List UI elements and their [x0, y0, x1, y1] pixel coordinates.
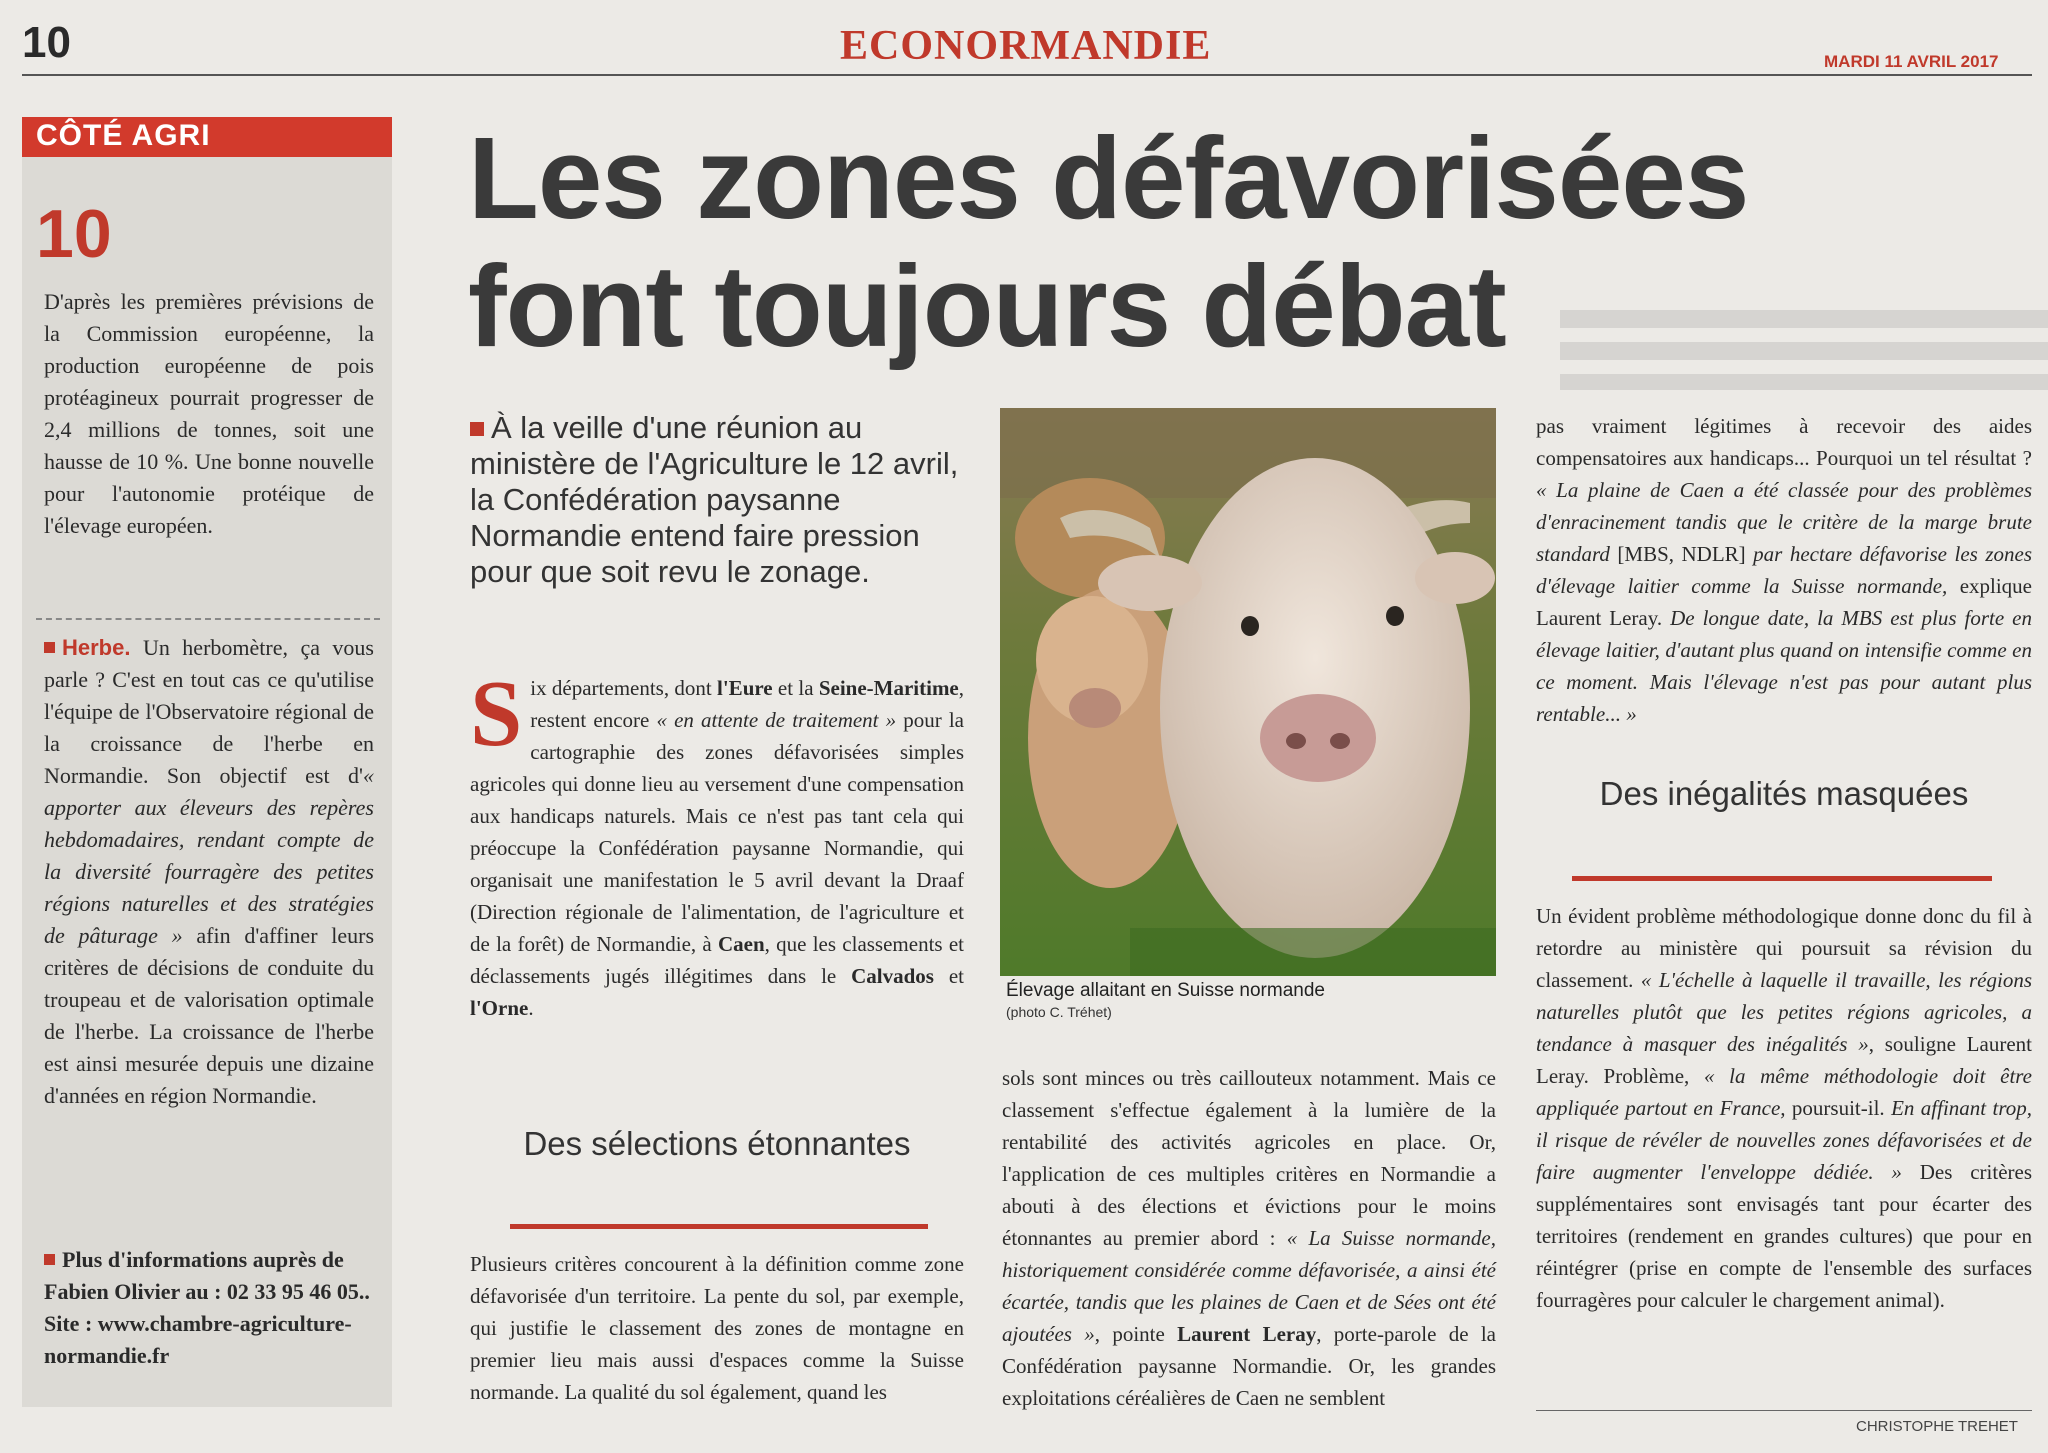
article-lead: [470, 410, 970, 590]
editor-note: [MBS, NDLR]: [1617, 542, 1746, 566]
section-title: ECONORMANDIE: [840, 23, 1212, 69]
bullet-square-icon: [44, 1254, 55, 1265]
text-run: sols sont minces ou très caillouteux notamment. Mais ce classement s'effectue également à la lumière de la rentabilité des activités agricoles en place. Or, l'application de ces multiples critères en Normandie a abouti à des élections et évictions pour le moins étonnantes au premier abord :: [1002, 1066, 1496, 1250]
page-number: 10: [22, 18, 71, 67]
issue-date: MARDI 11 AVRIL 2017: [1824, 52, 1999, 71]
quote-run: « La plaine de Caen a été classée pour des problèmes d'enracinement tandis que le critère de la marge brute standard: [1536, 478, 2032, 566]
article-paragraph-1: [470, 662, 965, 1024]
lead-text: À la veille d'une réunion au ministère de l'Agriculture le 12 avril, la Confédération paysanne Normandie entend faire pression pour que soit revu le zonage.: [470, 410, 959, 589]
site-line: Site : www.chambre-agriculture-normandie.fr: [44, 1311, 352, 1368]
quote-run: « en attente de traitement »: [656, 708, 897, 732]
person-name: Laurent Leray: [1177, 1322, 1317, 1346]
text-run: , porte-parole de la Confédération paysanne Normandie. Or, les grandes exploitations céréalières de Caen ne semblent: [1002, 1322, 1496, 1410]
subhead-rule: [1572, 876, 1992, 881]
header-rule: [22, 74, 2032, 76]
place-eure: l'Eure: [717, 676, 773, 700]
herbe-text-a: Un herbomètre, ça vous parle ? C'est en tout cas ce qu'utilise l'équipe de l'Observatoire régional de la croissance de l'herbe en Normandie. Son objectif est d': [44, 635, 374, 788]
text-run: , pointe: [1094, 1322, 1178, 1346]
sidebar-divider: [36, 618, 380, 620]
photo-caption: Élevage allaitant en Suisse normande: [1006, 980, 1325, 1001]
place-calvados: Calvados: [851, 964, 934, 988]
bullet-square-icon: [44, 642, 55, 653]
text-run: explique Laurent Leray.: [1536, 574, 2032, 630]
article-paragraph-2: Plusieurs critères concourent à la définition comme zone défavorisée d'un territoire. La pente du sol, par exemple, qui justifie le classement des zones de montagne en premier lieu mais aussi d'espaces comme la Suisse normande. La qualité du sol également, quand les: [470, 1252, 964, 1404]
photo-credit: (photo C. Tréhet): [1006, 1004, 1112, 1020]
subhead-inegalites: Des inégalités masquées: [1599, 775, 1969, 812]
text-run: ix départements, dont: [530, 676, 718, 700]
headline-line-1: Les zones défavorisées: [468, 113, 1749, 243]
quote-run: « La Suisse normande, historiquement considérée comme défavorisée, a ainsi été écartée, tandis que les plaines de Caen et de Sées ont été ajoutées »: [1002, 1226, 1496, 1346]
bullet-square-icon: [470, 422, 484, 436]
quote-run: par hectare défavorise les zones d'élevage laitier comme la Suisse normande,: [1536, 542, 2032, 598]
text-run: , souligne Laurent Leray. Problème,: [1536, 1032, 2032, 1088]
herbe-text-b: afin d'affiner leurs critères de décisions de conduite du troupeau et de valorisation optimale de l'herbe. La croissance de l'herbe est ainsi mesurée depuis une dizaine d'années en région Normandie.: [44, 923, 375, 1108]
text-run: Des critères supplémentaires sont envisagés tant pour écarter des territoires (rendement en grandes cultures) que pour en réintégrer (prise en compte de l'ensemble des surfaces fourragères pour calculer le chargement animal).: [1536, 1160, 2033, 1312]
text-run: pas vraiment légitimes à recevoir des aides compensatoires aux handicaps... Pourquoi un tel résultat ?: [1536, 414, 2032, 470]
article-headline: [468, 114, 1928, 370]
herbe-label: Herbe.: [62, 635, 131, 660]
subhead-rule: [510, 1224, 928, 1229]
text-run: .: [528, 996, 534, 1020]
text-run: pour la cartographie des zones défavorisées simples agricoles qui donne lieu au versement d'une compensation aux handicaps naturels. Mais ce n'est pas tant cela qui préoccupe la Confédération paysanne Normandie, qui organisait une manifestation le 5 avril devant la Draaf (Direction régionale de l'alimentation, de l'agriculture et de la forêt) de Normandie, à: [470, 708, 964, 956]
sidebar-contact: [44, 1244, 384, 1372]
quote-run: En affinant trop, il risque de révéler de nouvelles zones défavorisées et de faire augmenter l'enveloppe dédiée. »: [1536, 1096, 2032, 1184]
quote-run: « la même méthodologie doit être appliquée partout en France,: [1536, 1064, 2033, 1120]
place-orne: l'Orne: [470, 996, 529, 1020]
article-paragraph-3: [1002, 1062, 1496, 1414]
place-seine-maritime: Seine-Maritime: [818, 676, 959, 700]
article-paragraph-5: [1536, 900, 2032, 1316]
text-run: , restent encore: [530, 676, 965, 732]
sidebar-paragraph-pois: D'après les premières prévisions de la Commission européenne, la production européenne de pois protéagineux pourrait progresser de 2,4 millions de tonnes, soit une hausse de 10 %. Une bonne nouvelle pour l'autonomie protéique de l'élevage européen.: [44, 289, 374, 538]
footer-rule: [1536, 1410, 2032, 1411]
text-run: , que les classements et déclassements jugés illégitimes dans le: [470, 932, 964, 988]
place-caen: Caen: [717, 932, 765, 956]
drop-cap: S: [470, 662, 523, 766]
author-byline: CHRISTOPHE TREHET: [1856, 1418, 2018, 1435]
quote-run: « L'échelle à laquelle il travaille, les régions naturelles plutôt que les petites régions agricoles, a tendance à masquer des inégalités »: [1536, 968, 2032, 1056]
quote-run: De longue date, la MBS est plus forte en élevage laitier, d'autant plus quand on intensifie comme en ce moment. Mais l'élevage n'est pas pour autant plus rentable... »: [1536, 606, 2032, 726]
cattle-photo: [1000, 408, 1496, 976]
text-run: et la: [772, 676, 819, 700]
sidebar-big-number: 10: [36, 196, 112, 272]
sidebar-banner-label: CÔTÉ AGRI: [36, 119, 211, 152]
text-run: Un évident problème méthodologique donne donc du fil à retordre au ministère qui poursuit sa révision du classement.: [1536, 904, 2032, 992]
article-paragraph-4: [1536, 410, 2032, 730]
herbe-quote: « apporter aux éleveurs des repères hebdomadaires, rendant compte de la diversité fourragère des petites régions naturelles et des stratégies de pâturage »: [44, 763, 374, 948]
text-run: et: [933, 964, 964, 988]
headline-line-2: font toujours débat: [468, 241, 1506, 371]
sidebar-paragraph-herbe: [44, 632, 374, 1112]
subhead-selections: Des sélections étonnantes: [523, 1125, 911, 1162]
text-run: poursuit-il.: [1785, 1096, 1892, 1120]
contact-line: Plus d'informations auprès de Fabien Olivier au : 02 33 95 46 05..: [44, 1247, 370, 1304]
